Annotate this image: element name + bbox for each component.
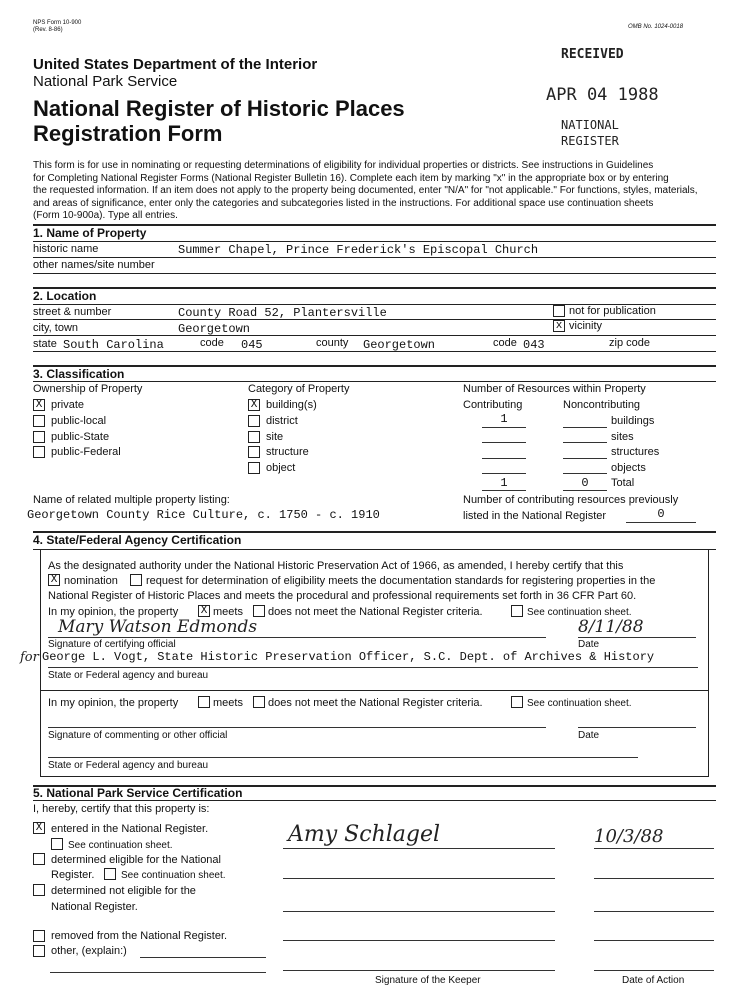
category-building-label: building(s) (266, 399, 317, 411)
service-title: National Park Service (33, 73, 178, 90)
box-rule (40, 690, 709, 691)
street-field[interactable]: County Road 52, Plantersville (178, 306, 387, 320)
ownership-private-checkbox[interactable]: X (33, 399, 45, 411)
category-site-checkbox[interactable] (248, 431, 260, 443)
historic-name-label: historic name (33, 243, 99, 255)
eligible-label-line1: determined eligible for the National (51, 854, 221, 866)
agency-label: State or Federal agency and bureau (48, 670, 209, 681)
does-not-meet-checkbox[interactable] (253, 605, 265, 617)
action-date: 10/3/88 (594, 826, 664, 847)
stamp-line-national: NATIONAL (561, 118, 619, 132)
received-stamp: RECEIVED (561, 47, 624, 62)
agency2-label: State or Federal agency and bureau (48, 760, 209, 771)
keeper-signature: Amy Schlagel (288, 822, 441, 847)
other-names-field[interactable] (178, 259, 708, 271)
certification-text-line3: National Register of Historic Places and meets the procedural and professional requirements set forth in 36 CFR Part 60. (48, 590, 637, 602)
resource-total-label: Total (611, 477, 635, 489)
nomination-checkbox[interactable]: X (48, 574, 60, 586)
resource-objects-label: objects (611, 462, 646, 474)
state-code-label: code (200, 337, 224, 349)
form-title-line1: National Register of Historic Places (33, 96, 405, 121)
contributing-heading: Contributing (463, 399, 523, 411)
not-eligible-label-line2: National Register. (51, 901, 138, 913)
certifying-date: 8/11/88 (578, 617, 644, 637)
ownership-public-federal-checkbox[interactable] (33, 446, 45, 458)
instructions-line: and areas of significance, enter only the categories and subcategories listed in the instructions. For additional space use continuation sheets (33, 197, 654, 209)
section2-heading: 2. Location (33, 289, 97, 303)
blank-line (482, 490, 526, 491)
agency-field[interactable]: George L. Vogt, State Historic Preservation Officer, S.C. Dept. of Archives & History (42, 650, 655, 664)
request-checkbox[interactable] (130, 574, 142, 586)
other-names-label: other names/site number (33, 259, 155, 271)
section-rule (33, 365, 716, 367)
category-district-checkbox[interactable] (248, 415, 260, 427)
multiple-listing-field[interactable]: Georgetown County Rice Culture, c. 1750 - c. 1910 (27, 508, 380, 522)
row-rule (33, 800, 716, 801)
row-rule (33, 319, 716, 320)
row-rule (33, 273, 716, 274)
see-continuation-label: See continuation sheet. (527, 607, 632, 618)
ownership-public-state-label: public-State (51, 431, 110, 443)
ownership-public-state-checkbox[interactable] (33, 431, 45, 443)
does-not-meet-label: does not meet the National Register criteria. (268, 606, 483, 618)
see-continuation-checkbox[interactable] (511, 605, 523, 617)
received-date-stamp: APR 04 1988 (546, 85, 659, 105)
county-code-label: code (493, 337, 517, 349)
blank-line (563, 458, 607, 459)
resource-structures-label: structures (611, 446, 660, 458)
signature-label: Signature of certifying official (48, 639, 176, 650)
state-field[interactable]: South Carolina (63, 338, 164, 352)
not-eligible-label-line1: determined not eligible for the (51, 885, 196, 897)
meets-checkbox[interactable]: X (198, 605, 210, 617)
ownership-heading: Ownership of Property (33, 383, 143, 395)
blank-line (482, 458, 526, 459)
meets2-checkbox[interactable] (198, 696, 210, 708)
date-line (578, 727, 696, 728)
see-continuation-a-checkbox[interactable] (51, 838, 63, 850)
resources-heading: Number of Resources within Property (463, 383, 646, 395)
box-rule (708, 690, 709, 776)
category-building-checkbox[interactable]: X (248, 399, 260, 411)
noncontributing-heading: Noncontributing (563, 399, 641, 411)
row-rule (33, 335, 716, 336)
for-annotation: for (20, 650, 39, 665)
stamp-line-register: REGISTER (561, 134, 619, 148)
category-site-label: site (266, 431, 284, 443)
row-rule (33, 257, 716, 258)
historic-name-field[interactable]: Summer Chapel, Prince Frederick's Episcopal Church (178, 243, 539, 257)
county-label: county (316, 337, 349, 349)
box-rule (40, 776, 709, 777)
date-line (594, 940, 714, 941)
row-rule (33, 381, 716, 382)
county-code-field[interactable]: 043 (523, 338, 545, 352)
vicinity-checkbox[interactable]: x (553, 320, 565, 332)
nps-intro: I, hereby, certify that this property is: (33, 803, 210, 815)
signature-line (283, 970, 555, 971)
date-of-action-label: Date of Action (622, 975, 685, 986)
see-continuation-b-label: See continuation sheet. (121, 870, 226, 881)
removed-checkbox[interactable] (33, 930, 45, 942)
omb-number: OMB No. 1024-0018 (628, 24, 684, 30)
category-object-label: object (266, 462, 296, 474)
instructions-line: for Completing National Register Forms (National Register Bulletin 16). Complete each item by marking "x" in the appropriate box or by entering (33, 172, 669, 184)
instructions-line: (Form 10-900a). Type all entries. (33, 210, 178, 221)
form-title-line2: Registration Form (33, 121, 223, 146)
eligible-checkbox[interactable] (33, 853, 45, 865)
noncontributing-total-field[interactable]: 0 (581, 476, 589, 490)
signature-line (283, 911, 555, 912)
date-line (594, 911, 714, 912)
does-not-meet2-label: does not meet the National Register criteria. (268, 697, 483, 709)
department-title: United States Department of the Interior (33, 56, 318, 73)
eligible-label-line2: Register. (51, 869, 95, 881)
not-eligible-checkbox[interactable] (33, 884, 45, 896)
entered-label: entered in the National Register. (51, 823, 209, 835)
blank-line (482, 442, 526, 443)
date-line (594, 878, 714, 879)
opinion-label: In my opinion, the property (48, 606, 179, 618)
commenting-signature-label: Signature of commenting or other official (48, 730, 228, 741)
vicinity-label: vicinity (569, 320, 603, 332)
box-rule (708, 549, 709, 691)
category-object-checkbox[interactable] (248, 462, 260, 474)
agency-line (48, 667, 698, 668)
previously-listed-field[interactable]: 0 (657, 507, 665, 521)
signature-line (48, 637, 546, 638)
box-rule (40, 690, 41, 776)
category-structure-checkbox[interactable] (248, 446, 260, 458)
contributing-buildings-field[interactable]: 1 (500, 412, 508, 426)
resource-sites-label: sites (611, 431, 634, 443)
blank-line (563, 442, 607, 443)
opinion2-label: In my opinion, the property (48, 697, 179, 709)
city-field[interactable]: Georgetown (178, 322, 251, 336)
date-label: Date (578, 639, 600, 650)
entered-checkbox[interactable]: X (33, 822, 45, 834)
certification-text-line1: As the designated authority under the National Historic Preservation Act of 1966, as amended, I hereby certify that this (48, 560, 624, 572)
category-structure-label: structure (266, 446, 309, 458)
blank-line (563, 427, 607, 428)
zip-label: zip code (609, 337, 650, 349)
street-label: street & number (33, 306, 112, 318)
row-rule (33, 351, 716, 352)
county-field[interactable]: Georgetown (363, 338, 436, 352)
date-line (594, 848, 714, 849)
category-district-label: district (266, 415, 298, 427)
meets-label: meets (213, 606, 243, 618)
see-continuation2-label: See continuation sheet. (527, 698, 632, 709)
instructions-line: the requested information. If an item does not apply to the property being documented, enter "N/A" for "not applicable." For functions, styles, materials, (33, 185, 698, 196)
certifying-signature: Mary Watson Edmonds (58, 617, 258, 637)
ownership-public-local-label: public-local (51, 415, 107, 427)
blank-line (563, 490, 607, 491)
date-line (594, 970, 714, 971)
city-label: city, town (33, 322, 79, 334)
instructions-block (33, 160, 698, 223)
blank-line (563, 473, 607, 474)
state-code-field[interactable]: 045 (241, 338, 263, 352)
instructions-line: This form is for use in nominating or requesting determinations of eligibility for individual properties or districts. See instructions in Guidelines (33, 160, 654, 171)
row-rule (33, 549, 716, 550)
does-not-meet2-checkbox[interactable] (253, 696, 265, 708)
resource-buildings-label: buildings (611, 415, 655, 427)
blank-line (482, 473, 526, 474)
section-rule (33, 287, 716, 289)
section4-heading: 4. State/Federal Agency Certification (33, 533, 242, 547)
removed-label: removed from the National Register. (51, 930, 228, 942)
keeper-signature-label: Signature of the Keeper (375, 975, 481, 986)
ownership-public-local-checkbox[interactable] (33, 415, 45, 427)
ownership-private-label: private (51, 399, 85, 411)
form-revision: (Rev. 8-86) (33, 27, 63, 33)
blank-line (626, 522, 696, 523)
signature-line (283, 940, 555, 941)
other-checkbox[interactable] (33, 945, 45, 957)
see-continuation-b-checkbox[interactable] (104, 868, 116, 880)
contributing-total-field[interactable]: 1 (500, 476, 508, 490)
nomination-label: nomination (64, 575, 118, 587)
other-label: other, (explain:) (51, 945, 127, 957)
category-heading: Category of Property (248, 383, 350, 395)
other-explain-line (50, 972, 266, 973)
agency-line (48, 757, 638, 758)
not-for-publication-label: not for publication (569, 305, 656, 317)
date2-label: Date (578, 730, 600, 741)
state-label: state (33, 338, 57, 350)
other-explain-line (140, 957, 266, 958)
ownership-public-federal-label: public-Federal (51, 446, 121, 458)
blank-line (482, 427, 526, 428)
not-for-publication-checkbox[interactable] (553, 305, 565, 317)
box-rule (40, 549, 41, 691)
signature-line (48, 727, 546, 728)
see-continuation2-checkbox[interactable] (511, 696, 523, 708)
section1-heading: 1. Name of Property (33, 226, 147, 240)
row-rule (33, 241, 716, 242)
see-continuation-a-label: See continuation sheet. (68, 840, 173, 851)
date-line (578, 637, 696, 638)
certification-text-line2: request for determination of eligibility meets the documentation standards for registering properties in the (146, 575, 656, 587)
form-number: NPS Form 10-900 (33, 20, 82, 26)
previously-listed-label-line2: listed in the National Register (463, 510, 607, 522)
signature-line (283, 878, 555, 879)
multiple-listing-label: Name of related multiple property listing: (33, 494, 230, 506)
meets2-label: meets (213, 697, 243, 709)
previously-listed-label-line1: Number of contributing resources previously (463, 494, 679, 506)
section5-heading: 5. National Park Service Certification (33, 786, 243, 800)
section3-heading: 3. Classification (33, 367, 125, 381)
signature-line (283, 848, 555, 849)
